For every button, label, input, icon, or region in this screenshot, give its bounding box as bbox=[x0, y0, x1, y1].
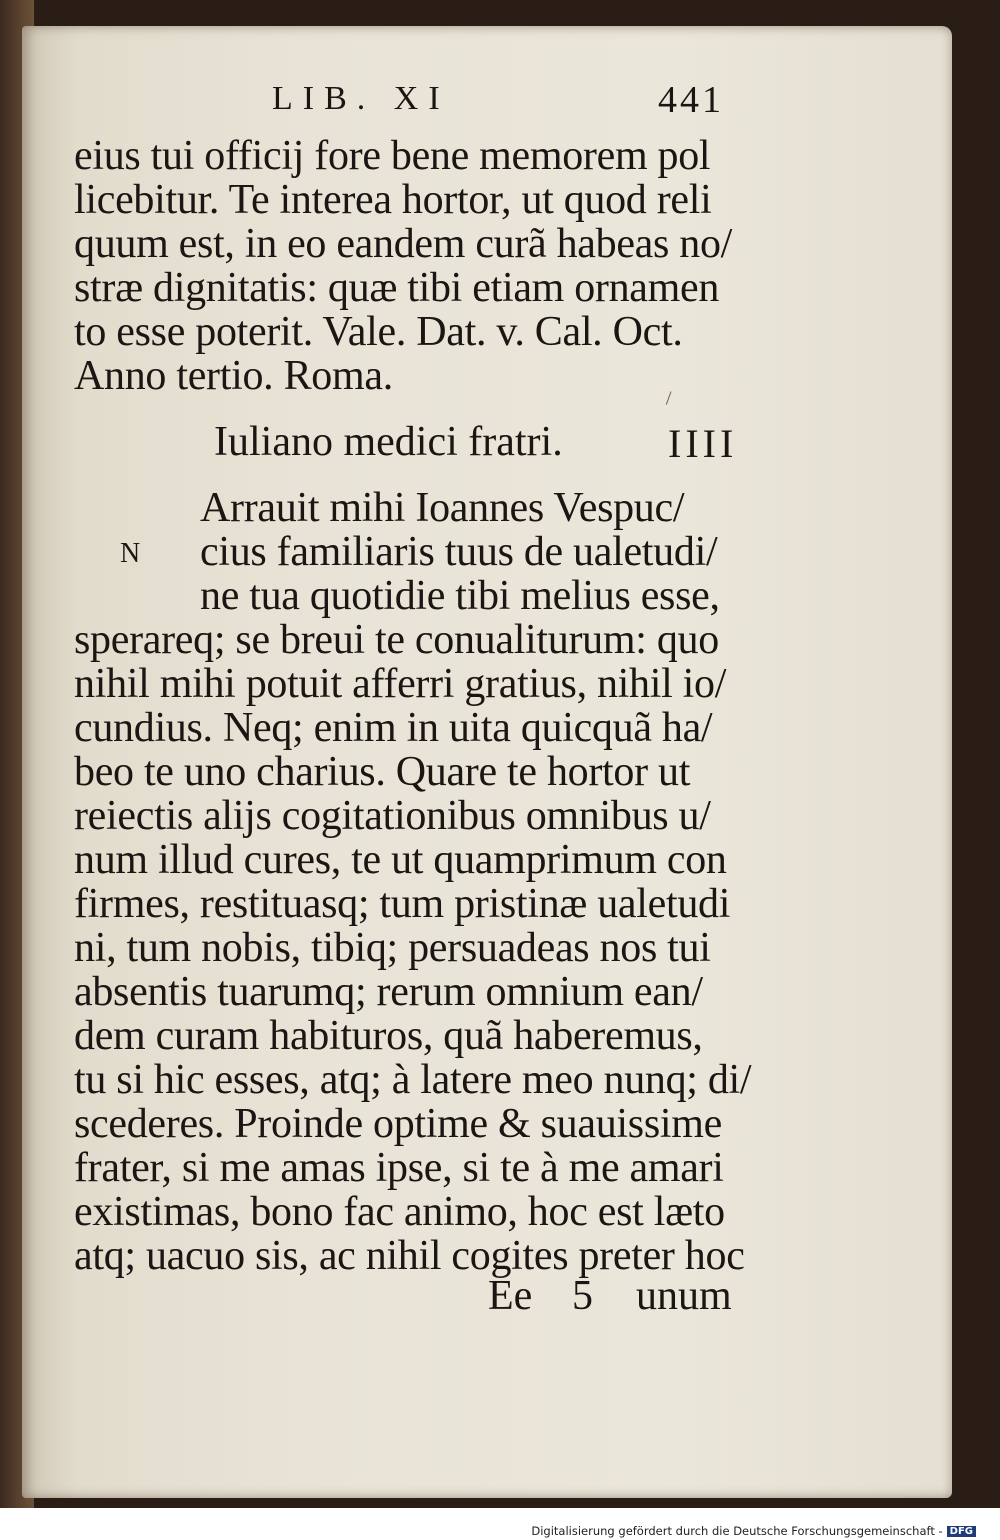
text-line: eius tui officij fore bene memorem pol bbox=[74, 133, 711, 179]
text-line: licebitur. Te interea hortor, ut quod reli bbox=[74, 177, 712, 223]
text-line: ni, tum nobis, tibiq; persuadeas nos tui bbox=[74, 925, 711, 971]
initial-letter: N bbox=[120, 538, 141, 569]
text-line: frater, si me amas ipse, si te à me amari bbox=[74, 1145, 724, 1191]
text-line: scederes. Proinde optime & suauissime bbox=[74, 1101, 722, 1147]
credit-text: Digitalisierung gefördert durch die Deutsche Forschungsgemeinschaft - bbox=[531, 1524, 943, 1538]
text-line: tu si hic esses, atq; à latere meo nunq; di/ bbox=[74, 1057, 752, 1103]
text-line: existimas, bono fac animo, hoc est læto bbox=[74, 1189, 725, 1235]
signature-number: 5 bbox=[572, 1273, 593, 1319]
text-line: quum est, in eo eandem curã habeas no/ bbox=[74, 221, 733, 267]
digitization-credit bbox=[531, 1524, 976, 1538]
text-line: cundius. Neq; enim in uita quicquã ha/ bbox=[74, 705, 713, 751]
text-line: beo te uno charius. Quare te hortor ut bbox=[74, 749, 691, 795]
text-line: nihil mihi potuit afferri gratius, nihil io/ bbox=[74, 661, 727, 707]
text-line: sperareq; se breui te conualiturum: quo bbox=[74, 617, 719, 663]
running-header-title: LIB. XI bbox=[272, 80, 450, 117]
text-line: stræ dignitatis: quæ tibi etiam ornamen bbox=[74, 265, 720, 311]
text-line: ne tua quotidie tibi melius esse, bbox=[200, 573, 720, 619]
text-line: Anno tertio. Roma. bbox=[74, 353, 393, 399]
folio-number: 441 bbox=[658, 79, 724, 121]
text-line: dem curam habituros, quã haberemus, bbox=[74, 1013, 703, 1059]
text-line: absentis tuarumq; rerum omnium ean/ bbox=[74, 969, 703, 1015]
text-line: reiectis alijs cogitationibus omnibus u/ bbox=[74, 793, 711, 839]
text-line: Arrauit mihi Ioannes Vespuc/ bbox=[200, 485, 685, 531]
dfg-logo: DFG bbox=[947, 1526, 976, 1537]
signature-mark: Ee bbox=[488, 1273, 533, 1319]
letter-number: IIII bbox=[668, 421, 738, 466]
text-line: firmes, restituasq; tum pristinæ ualetudi bbox=[74, 881, 731, 927]
catchword: unum bbox=[636, 1273, 732, 1319]
text-line: num illud cures, te ut quamprimum con bbox=[74, 837, 727, 883]
text-line: cius familiaris tuus de ualetudi/ bbox=[200, 529, 718, 575]
text-line: atq; uacuo sis, ac nihil cogites preter hoc bbox=[74, 1233, 745, 1279]
letter-heading: Iuliano medici fratri. bbox=[214, 419, 563, 465]
text-line: to esse poterit. Vale. Dat. v. Cal. Oct. bbox=[74, 309, 683, 355]
